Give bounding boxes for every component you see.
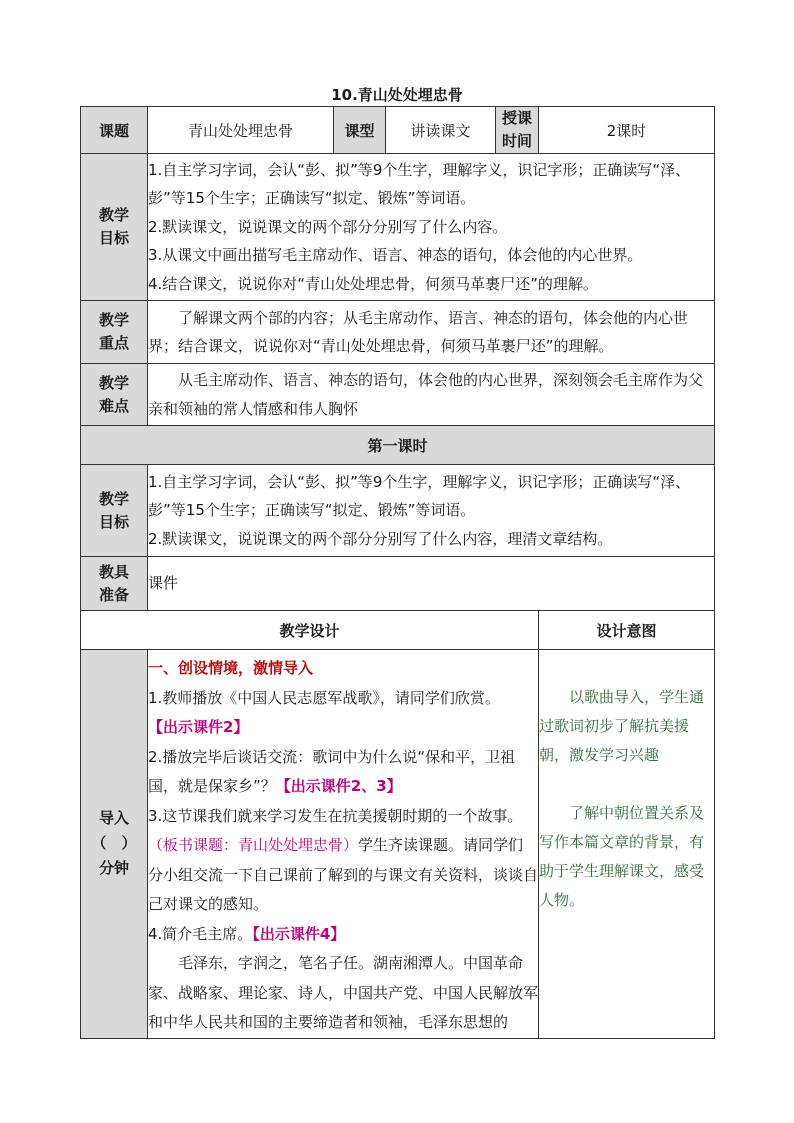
goals-row	[81, 154, 715, 301]
key-points-content	[148, 301, 715, 364]
intro-content	[148, 650, 539, 1039]
goal-item: 2.默读课文，说说课文的两个部分分别写了什么内容，理清文章结构。	[148, 529, 613, 548]
tools-label-line1: 教具	[98, 562, 129, 581]
lesson1-goals-row	[81, 465, 715, 557]
intro-step-text: 学生齐读课题。请同学们分小组交流一下自己课前了解到的与课文有关资料，谈谈自己对课文的感知。	[148, 836, 539, 913]
courseware-tag: 【出示课件2】	[148, 718, 249, 736]
intro-step-text: 4.简介毛主席。	[148, 924, 253, 943]
intro-row	[81, 650, 715, 1039]
section-row	[81, 426, 715, 465]
lesson1-goals-content	[148, 465, 715, 557]
key-points-label	[81, 301, 148, 364]
tools-label	[81, 557, 148, 611]
lesson1-goals-label-line2: 目标	[98, 512, 129, 531]
section-title: 第一课时	[81, 426, 715, 465]
tools-text: 课件	[148, 557, 715, 611]
intro-step	[148, 684, 538, 714]
intro-step	[148, 802, 538, 920]
intent-header: 设计意图	[539, 611, 715, 650]
key-points-label-line2: 重点	[98, 334, 129, 352]
intent-spacer	[539, 770, 714, 799]
courseware-tag: 【出示课件2、3】	[275, 777, 402, 795]
design-header-row	[81, 611, 715, 650]
header-row	[81, 107, 715, 154]
intro-label-line3: 分钟	[98, 859, 129, 878]
goal-item: 3.从课文中画出描写毛主席动作、语言、神态的语句，体会他的内心世界。	[148, 246, 643, 265]
intro-step-text: 3.这节课我们就来学习发生在抗美援朝时期的一个故事。	[148, 806, 523, 825]
design-header: 教学设计	[81, 611, 539, 650]
key-points-label-line1: 教学	[98, 311, 129, 329]
difficulties-label	[81, 364, 148, 426]
tools-row	[81, 557, 715, 611]
difficulties-label-line1: 教学	[98, 373, 129, 392]
intro-label	[81, 650, 148, 1039]
document-title: 10.青山处处埋忠骨	[331, 86, 463, 104]
intro-step	[148, 743, 538, 802]
key-points-text: 了解课文两个部的内容；从毛主席动作、语言、神态的语句，体会他的内心世界；结合课文，说说你对“青山处处埋忠骨，何须马革裹尸还”的理解。	[148, 308, 689, 355]
intent-paragraph: 以歌曲导入，学生通过歌词初步了解抗美援朝，激发学习兴趣	[539, 688, 705, 764]
type-label: 课型	[334, 107, 386, 154]
time-value: 2课时	[539, 107, 715, 154]
goal-item: 4.结合课文，说说你对“青山处处埋忠骨，何须马革裹尸还”的理解。	[148, 274, 598, 293]
lesson1-goals-label-line1: 教学	[98, 489, 129, 508]
lesson1-goals-label	[81, 465, 148, 557]
mao-bio: 毛泽东，字润之，笔名子任。湖南湘潭人。中国革命家、战略家、理论家、诗人，中国共产党、中国人民解放军和中华人民共和国的主要缔造者和领袖，毛泽东思想的	[148, 954, 539, 1031]
topic-value: 青山处处埋忠骨	[148, 107, 334, 154]
lesson-plan-table	[80, 106, 715, 1039]
goal-item: 1.自主学习字词，会认“彭、拟”等9个生字，理解字义，识记字形；正确读写“泽、彭”等15个生字；正确读写“拟定、锻炼”等词语。	[148, 472, 691, 520]
intro-label-line1: 导入	[98, 809, 129, 828]
courseware-tag: 【出示课件4】	[252, 924, 346, 943]
type-value: 讲读课文	[386, 107, 496, 154]
intro-heading: 一、创设情境，激情导入	[148, 659, 314, 677]
goal-item: 2.默读课文，说说课文的两个部分分别写了什么内容。	[148, 217, 508, 236]
difficulties-label-line2: 难点	[98, 396, 129, 415]
goals-content	[148, 154, 715, 301]
intent-paragraph: 了解中朝位置关系及写作本篇文章的背景，有助于学生理解课文，感受人物。	[539, 804, 705, 909]
time-label-line2: 时间	[501, 132, 532, 150]
goals-label-line2: 目标	[98, 229, 129, 247]
topic-label: 课题	[81, 107, 148, 154]
intro-step	[148, 920, 538, 950]
difficulties-content	[148, 364, 715, 426]
board-note: （板书课题：青山处处埋忠骨）	[148, 836, 359, 854]
intro-step-text: 1.教师播放《中国人民志愿军战歌》，请同学们欣赏。	[148, 688, 500, 707]
intro-label-line2: （ ）	[91, 834, 137, 853]
time-label-line1: 授课	[501, 109, 532, 127]
time-label	[496, 107, 539, 154]
intro-step-text: 2.播放完毕后谈话交流：歌词中为什么说“保和平，卫祖国，就是保家乡”？	[148, 747, 516, 795]
goals-label-line1: 教学	[98, 206, 129, 224]
intro-step	[148, 713, 538, 743]
intent-content	[539, 650, 715, 1039]
difficulties-row	[81, 364, 715, 426]
goal-item: 1.自主学习字词，会认“彭、拟”等9个生字，理解字义，识记字形；正确读写“泽、彭”等15个生字；正确读写“拟定、锻炼”等词语。	[148, 160, 691, 208]
key-points-row	[81, 301, 715, 364]
goals-label	[81, 154, 148, 301]
difficulties-text: 从毛主席动作、语言、神态的语句，体会他的内心世界，深刻领会毛主席作为父亲和领袖的常人情感和伟人胸怀	[148, 371, 704, 418]
tools-label-line2: 准备	[98, 585, 129, 604]
